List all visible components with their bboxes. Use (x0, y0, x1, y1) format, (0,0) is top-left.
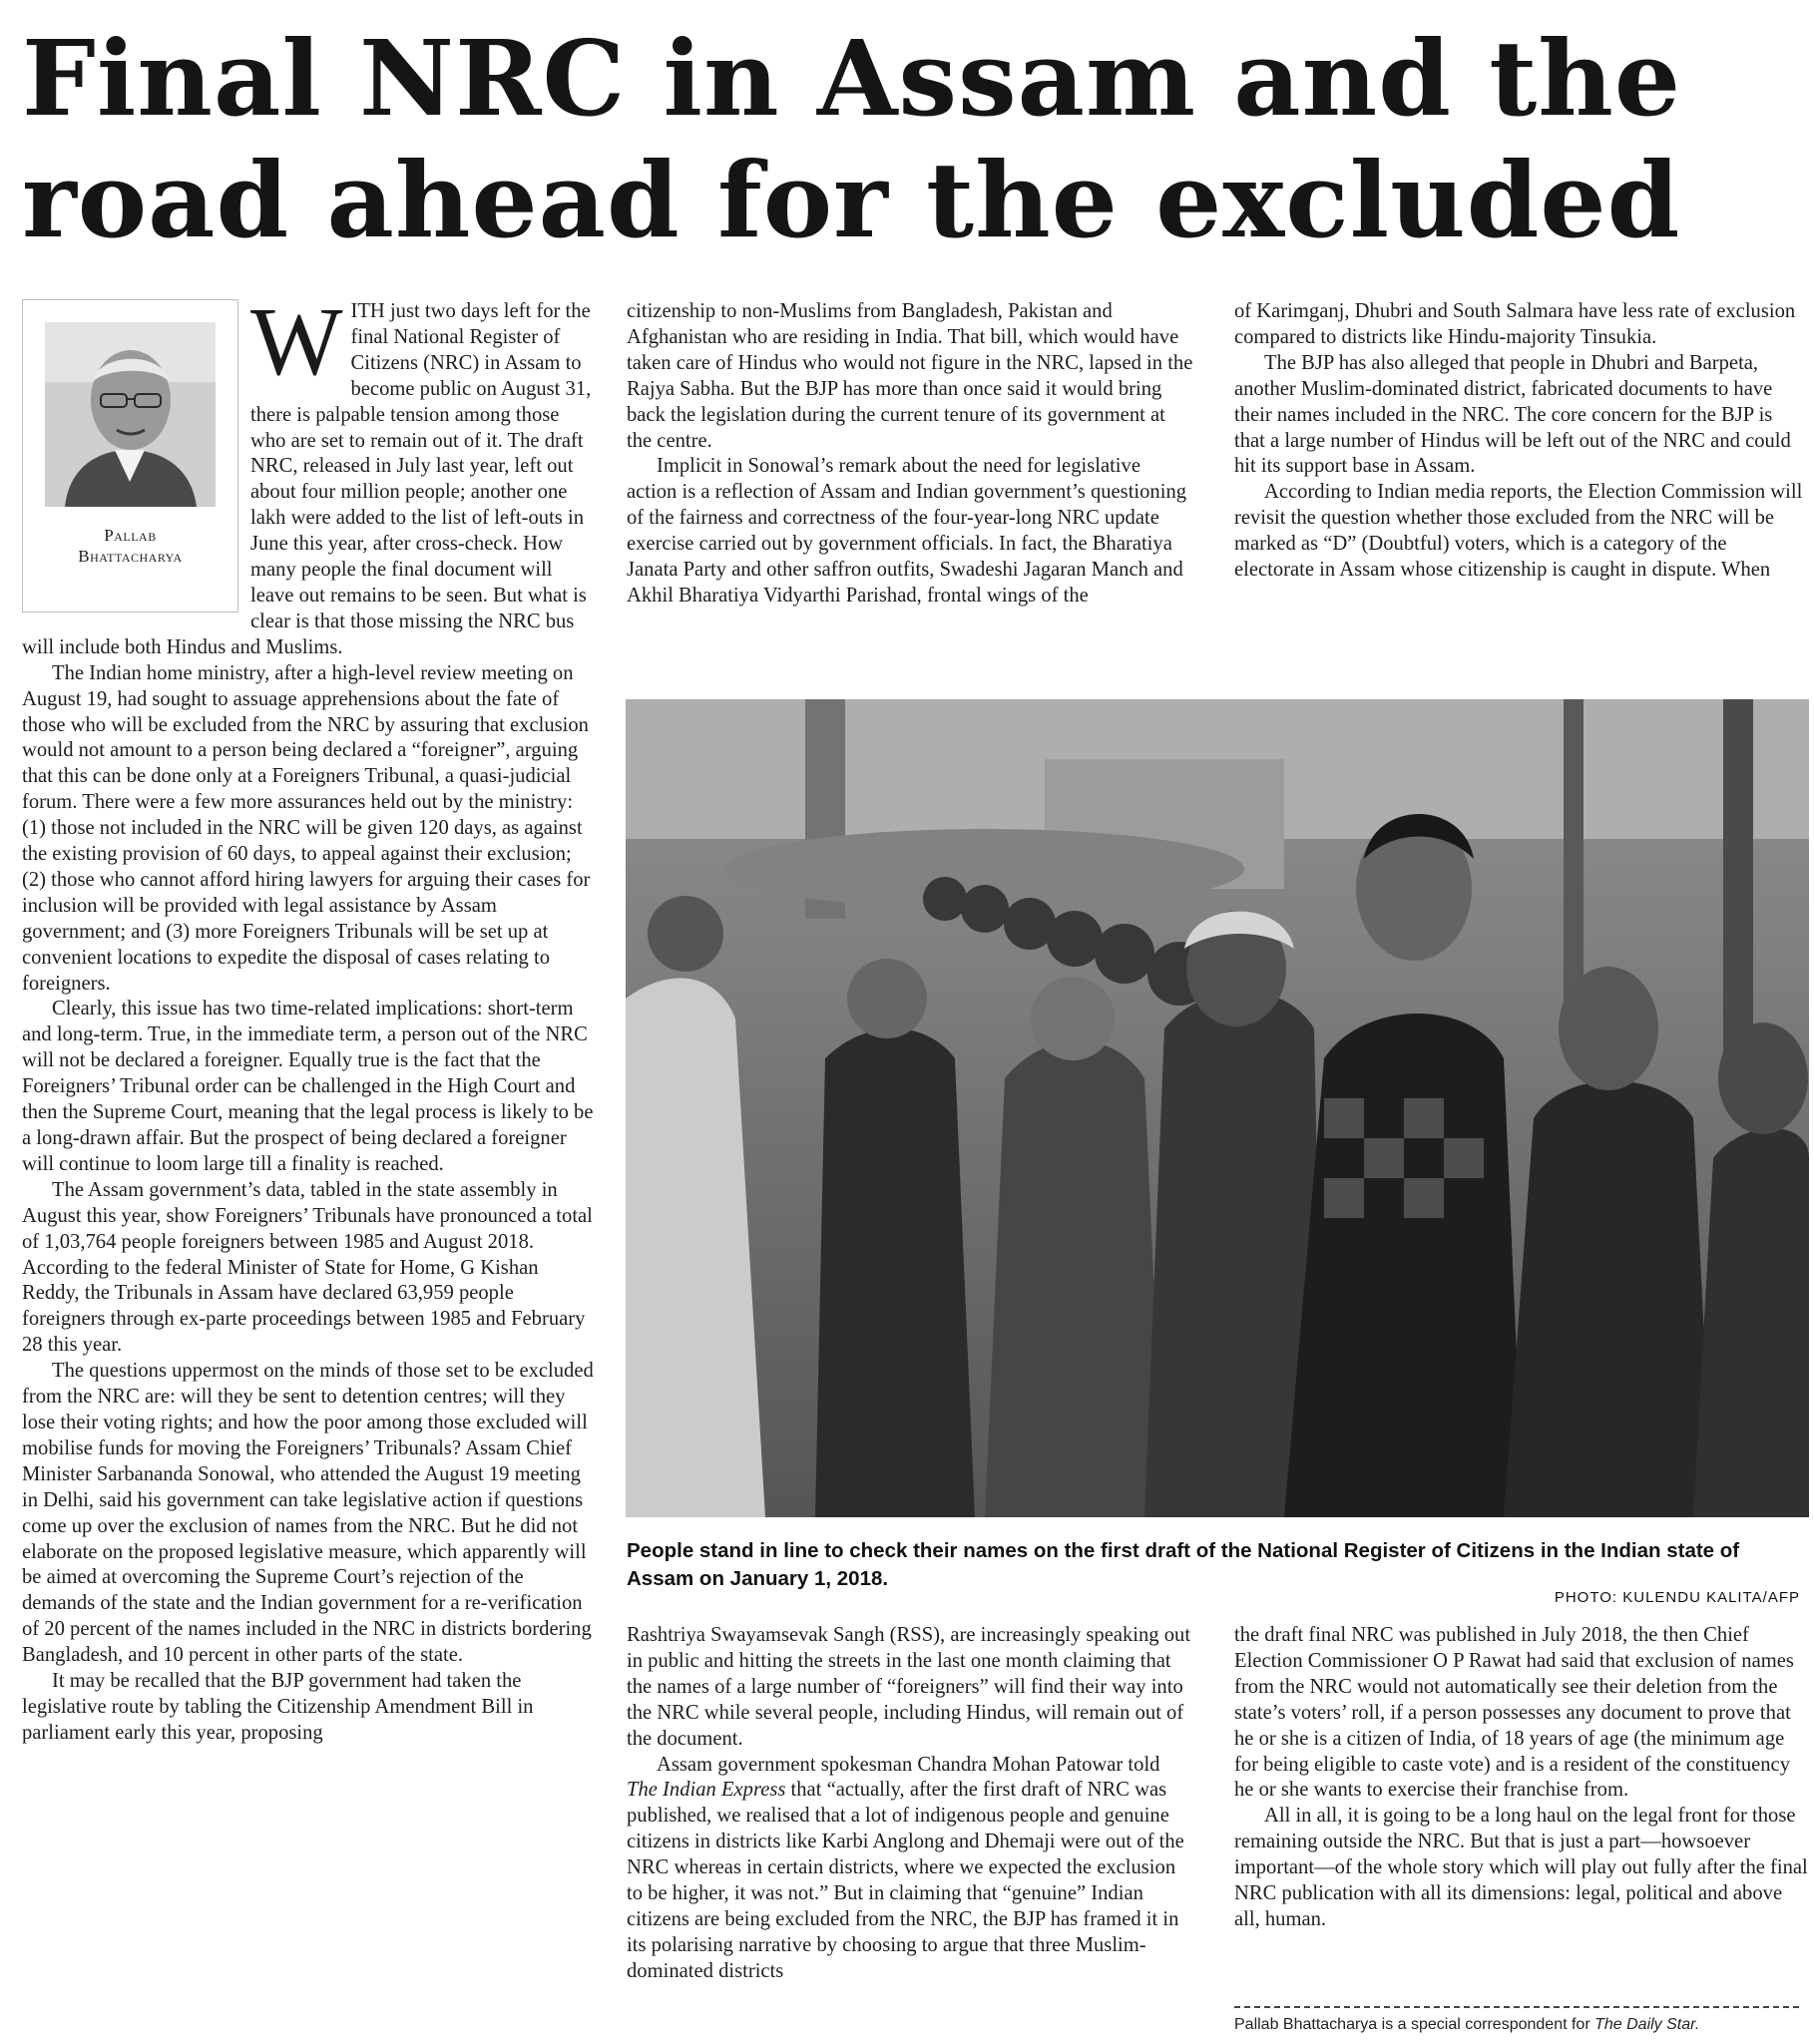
paragraph: All in all, it is going to be a long haul on the legal front for those remaining outside the NRC. But that is just a part—howsoever important—of the whole story which will play out fully after the final NRC publication with all its dimensions: legal, political and above all, human. (1234, 1805, 1808, 1930)
paragraph-text: ITH just two days left for the final National Register of Citizens (NRC) in Assam to become public on August 31, there is palpable tension among those who are set to remain out of it. The draft NRC, released in July last year, left out about four million people; another one lakh were added to the list of left-outs in June this year, after cross-check. How many people the final document will leave out remains to be seen. But what is clear is that those missing the NRC bus will include both Hindus and Muslims. (22, 300, 592, 658)
news-photo (626, 699, 1809, 1517)
paragraph: The questions uppermost on the minds of those set to be excluded from the NRC are: will they be sent to detention centres; will they lose their voting rights; and how the poor among those excluded will mobilise funds for moving the Foreigners’ Tribunals? Assam Chief Minister Sarbananda Sonowal, who attended the August 19 meeting in Delhi, said his government can take legislative action if questions come up over the exclusion of names from the NRC. But he did not elaborate on the proposed legislative measure, which apparently will be aimed at overcoming the Supreme Court’s rejection of the demands of the state and the Indian government for a re-verification of 20 percent of the names included in the NRC in districts bordering Bangladesh, and 10 percent in other parts of the state. (22, 1360, 594, 1667)
newspaper-name: The Daily Star. (1594, 2016, 1700, 2033)
dropcap: W (250, 288, 343, 396)
author-bio-text: Pallab Bhattacharya is a special correspondent for (1234, 2016, 1595, 2033)
author-bio (1234, 2016, 1699, 2034)
headline (22, 18, 1798, 261)
author-last-name: Bhattacharya (78, 547, 183, 566)
article-column-3-bottom (1234, 1623, 1808, 1933)
paragraph: citizenship to non-Muslims from Bangladesh, Pakistan and Afghanistan who are residing in India. That bill, which would have taken care of Hindus who would not figure in the NRC, lapsed in the Rajya Sabha. But the BJP has more than once said it would bring back the legislation during the current tenure of its government at the centre. (627, 300, 1193, 452)
paragraph: The BJP has also alleged that people in Dhubri and Barpeta, another Muslim-dominated district, fabricated documents to have their names included in the NRC. The core concern for the BJP is that a large number of Hindus will be left out of the NRC and could hit its support base in Assam. (1234, 351, 1791, 478)
queue-of-people-image (626, 699, 1809, 1517)
paragraph: of Karimganj, Dhubri and South Salmara have less rate of exclusion compared to districts like Hindu-majority Tinsukia. (1234, 300, 1796, 348)
article-column-3-top (1234, 299, 1808, 584)
article-column-2-bottom (627, 1623, 1193, 1985)
publication-name: The Indian Express (627, 1779, 786, 1802)
article-column-1 (22, 288, 599, 1747)
author-portrait-image (45, 322, 216, 507)
bio-separator (1234, 2006, 1799, 2008)
paragraph: The Indian home ministry, after a high-level review meeting on August 19, had sought to assuage apprehensions about the fate of those who will be excluded from the NRC by assuring that exclusion would not amount to a person being declared a “foreigner”, arguing that this can be done only at a Foreigners Tribunal, a quasi-judicial forum. There were a few more assurances held out by the ministry: (1) those not included in the NRC will be given 120 days, as against the existing provision of 60 days, to appeal against their exclusion; (2) those who cannot afford hiring lawyers for arguing their cases for inclusion will be provided with legal assistance by Assam government; and (3) more Foreigners Tribunals will be set up at convenient locations to expedite the disposal of cases relating to foreigners. (22, 661, 591, 995)
paragraph: The Assam government’s data, tabled in the state assembly in August this year, show Foreigners’ Tribunals have pronounced a total of 1,03,764 people foreigners between 1985 and August 2018. According to the federal Minister of State for Home, G Kishan Reddy, the Tribunals in Assam have declared 63,959 people foreigners through ex-parte proceedings between 1985 and February 28 this year. (22, 1178, 593, 1357)
author-name (23, 525, 237, 567)
photo-caption: People stand in line to check their names on the first draft of the National Register of Citizens in the Indian state of Assam on January 1, 2018. (627, 1539, 1740, 1590)
article-column-2-top (627, 299, 1193, 610)
paragraph: Implicit in Sonowal’s remark about the need for legislative action is a reflection of Assam and Indian government’s questioning of the fairness and correctness of the four-year-long NRC update exercise carried out by government officials. In fact, the Bharatiya Janata Party and other saffron outfits, Swadeshi Jagaran Manch and Akhil Bharatiya Vidyarthi Parishad, frontal wings of the (627, 455, 1187, 607)
headline-line-1: Final NRC in Assam and the (22, 17, 1682, 140)
paragraph: the draft final NRC was published in July 2018, the then Chief Election Commissioner O P Rawat had said that exclusion of names from the NRC would not automatically see their deletion from the state’s voters’ roll, if a person possesses any document to prove that he or she is a citizen of India, of 18 years of age (the minimum age for being eligible to caste vote) and is a resident of the constituency he or she wants to exercise their franchise from. (1234, 1624, 1794, 1802)
headline-line-2: road ahead for the excluded (22, 139, 1681, 261)
paragraph: It may be recalled that the BJP government had taken the legislative route by tabling the Citizenship Amendment Bill in parliament early this year, proposing (22, 1670, 534, 1744)
author-photo (45, 322, 216, 507)
paragraph: Rashtriya Swayamsevak Sangh (RSS), are increasingly speaking out in public and hitting the streets in the last one month claiming that the names of a large number of “foreigners” will find their way into the NRC while several people, including Hindus, will remain out of the document. (627, 1624, 1191, 1750)
author-first-name: Pallab (104, 526, 157, 545)
paragraph-text: Assam government spokesman Chandra Mohan Patowar told (657, 1753, 1160, 1776)
author-box (22, 299, 238, 613)
paragraph: According to Indian media reports, the Election Commission will revisit the question whether those excluded from the NRC will be marked as “D” (Doubtful) voters, which is a category of the electorate in Assam whose citizenship is caught in dispute. When (1234, 481, 1803, 582)
paragraph: Clearly, this issue has two time-related implications: short-term and long-term. True, in the immediate term, a person out of the NRC will not be declared a foreigner. Equally true is the fact that the Foreigners’ Tribunal order can be challenged in the High Court and then the Supreme Court, meaning that the legal process is likely to be a long-drawn affair. But the prospect of being declared a foreigner will continue to loom large till a finality is reached. (22, 998, 594, 1175)
paragraph (627, 1753, 1193, 1985)
photo-credit: PHOTO: KULENDU KALITA/AFP (1554, 1589, 1800, 1606)
paragraph-text: that “actually, after the first draft of NRC was published, we realised that a lot of indigenous people and genuine citizens in districts like Karbi Anglong and Dhemaji were out of the NRC whereas in certain districts, where we expected the exclusion to be higher, it was not.” But in claiming that “genuine” Indian citizens are being excluded from the NRC, the BJP has framed it in its polarising narrative by choosing to argue that three Muslim-dominated districts (627, 1779, 1184, 1982)
